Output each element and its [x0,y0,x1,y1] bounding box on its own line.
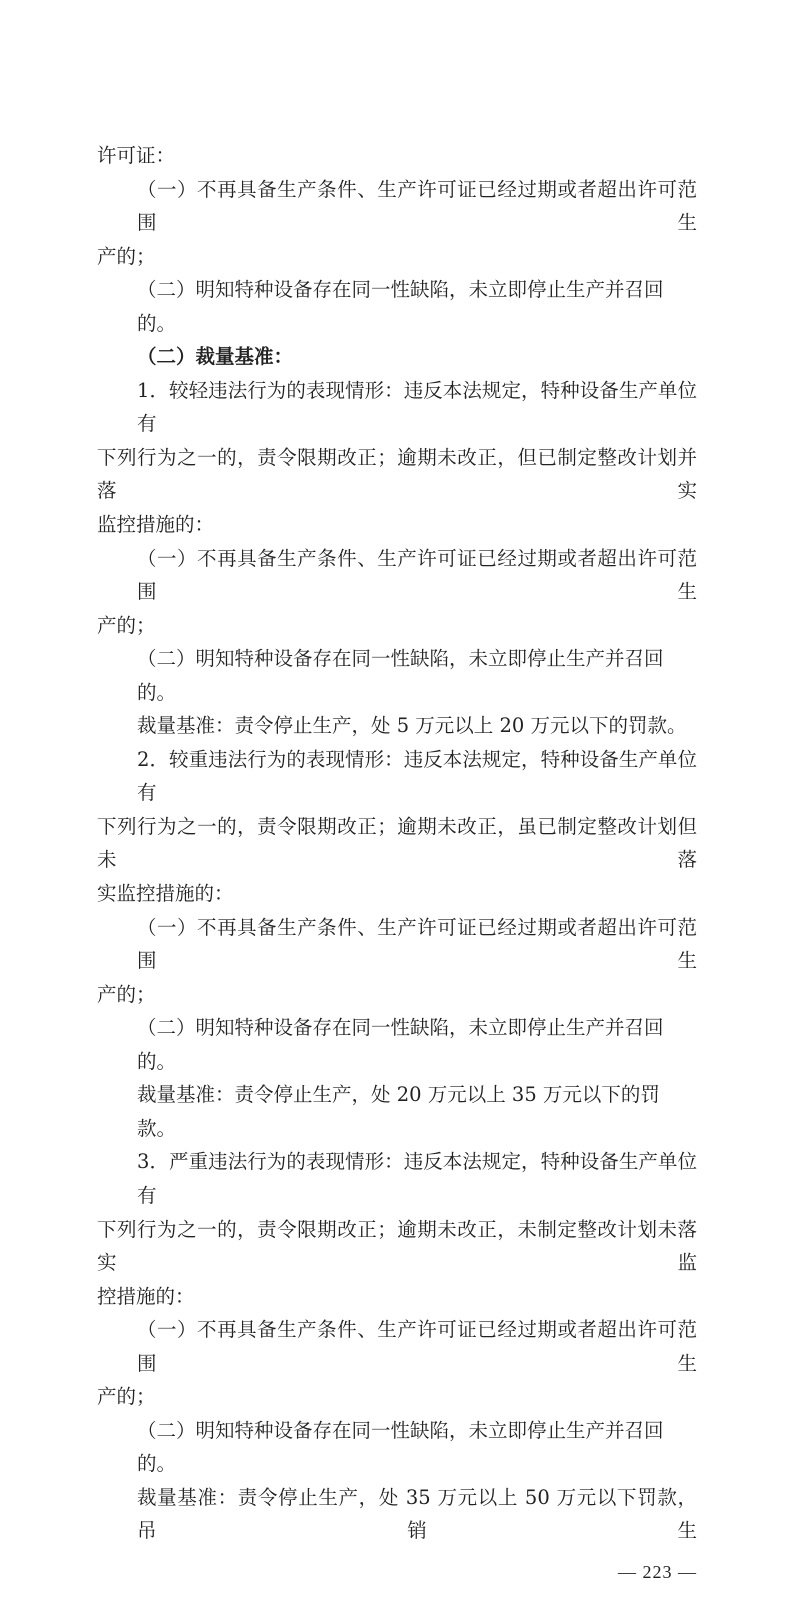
text-line: 裁量基准：责令停止生产，处 20 万元以上 35 万元以下的罚款。 [137,1083,660,1140]
text-line: （二）明知特种设备存在同一性缺陷，未立即停止生产并召回的。 [137,1016,664,1073]
text-line: 产的； [97,613,156,637]
text-line: （一）不再具备生产条件、生产许可证已经过期或者超出许可范围生 [137,1318,697,1375]
text-line: 下列行为之一的，责令限期改正；逾期未改正，但已制定整改计划并落实 [97,445,697,503]
text-line: （二）明知特种设备存在同一性缺陷，未立即停止生产并召回的。 [137,1418,664,1476]
text-line: （一）不再具备生产条件、生产许可证已经过期或者超出许可范围生 [137,915,697,973]
text-line: （二）明知特种设备存在同一性缺陷，未立即停止生产并召回的。 [137,647,664,704]
text-line: （一）不再具备生产条件、生产许可证已经过期或者超出许可范围生 [137,177,697,235]
text-line: （二）明知特种设备存在同一性缺陷，未立即停止生产并召回的。 [137,278,664,335]
text-line: 裁量基准：责令停止生产，处 5 万元以上 20 万元以下的罚款。 [137,714,687,738]
document-body [97,0,697,1548]
text-line: 2．较重违法行为的表现情形：违反本法规定，特种设备生产单位有 [137,747,697,805]
text-line: 监控措施的： [97,513,215,537]
text-line: 产的； [97,1385,156,1409]
text-line: 3．严重违法行为的表现情形：违反本法规定，特种设备生产单位有 [137,1150,697,1207]
text-line: 下列行为之一的，责令限期改正；逾期未改正，虽已制定整改计划但未落 [97,814,697,872]
section-heading: （二）裁量基准： [137,345,294,369]
text-line: 产的； [97,982,156,1006]
text-line: 产的； [97,244,156,268]
text-line: （一）不再具备生产条件、生产许可证已经过期或者超出许可范围生 [137,546,697,604]
text-line: 1．较轻违法行为的表现情形：违反本法规定，特种设备生产单位有 [137,378,697,436]
text-line: 下列行为之一的，责令限期改正；逾期未改正，未制定整改计划未落实监 [97,1217,697,1275]
text-line: 许可证： [97,144,176,167]
text-line: 实监控措施的： [97,882,234,906]
text-line: 控措施的： [97,1284,195,1308]
page-number: — 223 — [618,1561,697,1582]
text-line: 裁量基准：责令停止生产，处 35 万元以上 50 万元以下罚款，吊销生 [137,1485,697,1543]
